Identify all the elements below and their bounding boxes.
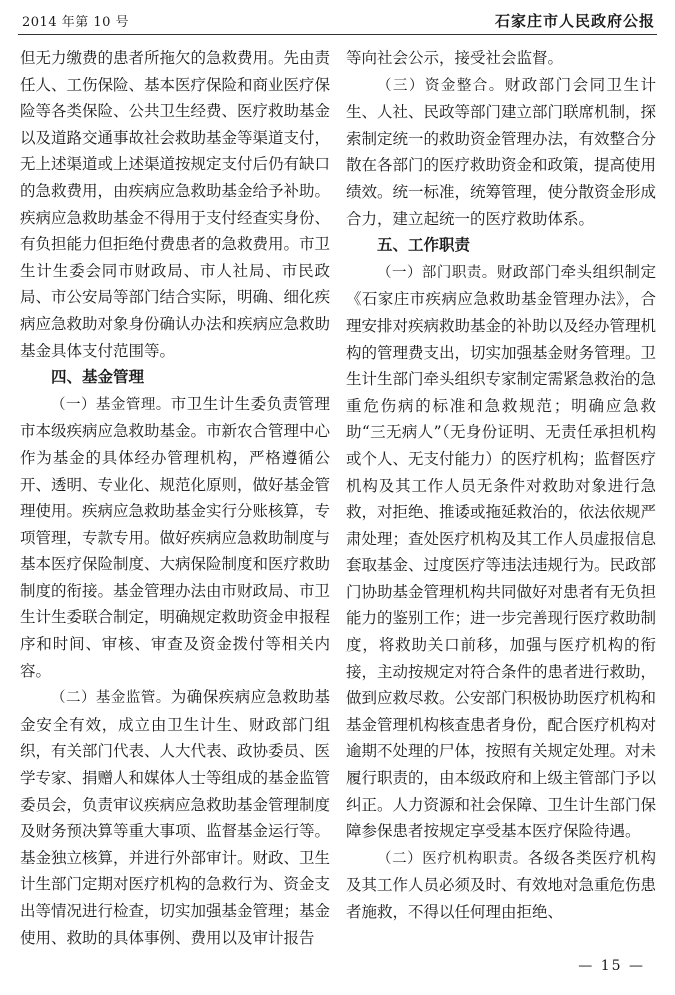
left-column bbox=[20, 45, 330, 951]
paragraph bbox=[20, 684, 330, 951]
paragraph-lead: （三）资金整合。 bbox=[377, 77, 505, 94]
page-number: — 15 — bbox=[578, 958, 645, 974]
paragraph-lead: （二）基金监管。 bbox=[51, 690, 171, 707]
publication-title: 石家庄市人民政府公报 bbox=[494, 12, 655, 30]
page-header bbox=[0, 0, 675, 36]
paragraph bbox=[346, 845, 656, 926]
paragraph: 但无力缴费的患者所拖欠的急救费用。先由责任人、工伤保险、基本医疗保险和商业医疗保险等各类保险、公共卫生经费、医疗救助基金以及道路交通事故社会救助基金等渠道支付，无上述渠道或上述渠道按规定支付后仍有缺口的急救费用，由疾病应急救助基金给予补助。疾病应急救助基金不得用于支付经查实身份、有负担能力但拒绝付费患者的急救费用。市卫生计生委会同市财政局、市人社局、市民政局、市公安局等部门结合实际，明确、细化疾病应急救助对象身份确认办法和疾病应急救助基金具体支付范围等。 bbox=[20, 49, 331, 360]
paragraph: 等向社会公示，接受社会监督。 bbox=[346, 49, 564, 67]
paragraph-body: 财政部门牵头组织制定《石家庄市疾病应急救助基金管理办法》，合理安排对疾病救助基金的补助以及经办管理机构的管理费支出，切实加强基金财务管理。卫生计生部门牵头组织专家制定需紧急救治的急重危伤病的标准和急救规范；明确应急救助“三无病人”（无身份证明、无责任承担机构或个人、无支付能力）的医疗机构；监督医疗机构及其工作人员无条件对救助对象进行急救，对拒绝、推诿或拖延救治的，依法依规严肃处理；查处医疗机构及其工作人员虚报信息套取基金、过度医疗等违法违规行为。民政部门协助基金管理机构共同做好对患者有无负担能力的鉴别工作；进一步完善现行医疗救助制度，将救助关口前移，加强与医疗机构的衔接，主动按规定对符合条件的患者进行救助，做到应救尽救。公安部门积极协助医疗机构和基金管理机构核查患者身份，配合医疗机构对逾期不处理的尸体，按照有关规定处理。对未履行职责的，由本级政府和上级主管部门予以纠正。人力资源和社会保障、卫生计生部门保障参保患者按规定享受基本医疗保险待遇。 bbox=[346, 262, 657, 841]
paragraph bbox=[346, 259, 656, 845]
paragraph bbox=[20, 391, 330, 685]
paragraph bbox=[346, 72, 656, 233]
paragraph-lead: （一）部门职责。 bbox=[377, 264, 497, 281]
issue-label: 2014 年第 10 号 bbox=[22, 15, 130, 30]
section-heading: 五、工作职责 bbox=[377, 235, 471, 255]
header-rule bbox=[18, 34, 657, 35]
paragraph-body: 市卫生计生委负责管理市本级疾病应急救助基金。市新农合管理中心作为基金的具体经办管理机构，严格遵循公开、透明、专业化、规范化原则，做好基金管理使用。疾病应急救助基金实行分账核算，专项管理，专款专用。做好疾病应急救助制度与基本医疗保险制度、大病保险制度和医疗救助制度的衔接。基金管理办法由市财政局、市卫生计生委联合制定，明确规定救助资金申报程序和时间、审核、审查及资金拨付等相关内容。 bbox=[20, 394, 331, 680]
paragraph-body: 各级各类医疗机构及其工作人员必须及时、有效地对急重危伤患者施救，不得以任何理由拒绝、 bbox=[346, 848, 657, 921]
paragraph-lead: （二）医疗机构职责。 bbox=[377, 850, 528, 867]
paragraph-lead: （一）基金管理。 bbox=[51, 396, 171, 413]
paragraph-body: 为确保疾病应急救助基金安全有效，成立由卫生计生、财政部门组织，有关部门代表、人大代表、政协委员、医学专家、捐赠人和媒体人士等组成的基金监管委员会，负责审议疾病应急救助基金管理制度及财务预决算等重大事项、监督基金运行等。基金独立核算，并进行外部审计。财政、卫生计生部门定期对医疗机构的急救行为、资金支出等情况进行检查，切实加强基金管理；基金使用、救助的具体事例、费用以及审计报告 bbox=[20, 688, 331, 947]
right-column bbox=[346, 45, 656, 926]
paragraph-body: 财政部门会同卫生计生、人社、民政等部门建立部门联席机制，探索制定统一的救助资金管理办法，有效整合分散在各部门的医疗救助资金和政策，提高使用绩效。统一标准，统筹管理，使分散资金形成合力，建立起统一的医疗救助体系。 bbox=[346, 75, 657, 228]
section-heading: 四、基金管理 bbox=[51, 367, 145, 387]
